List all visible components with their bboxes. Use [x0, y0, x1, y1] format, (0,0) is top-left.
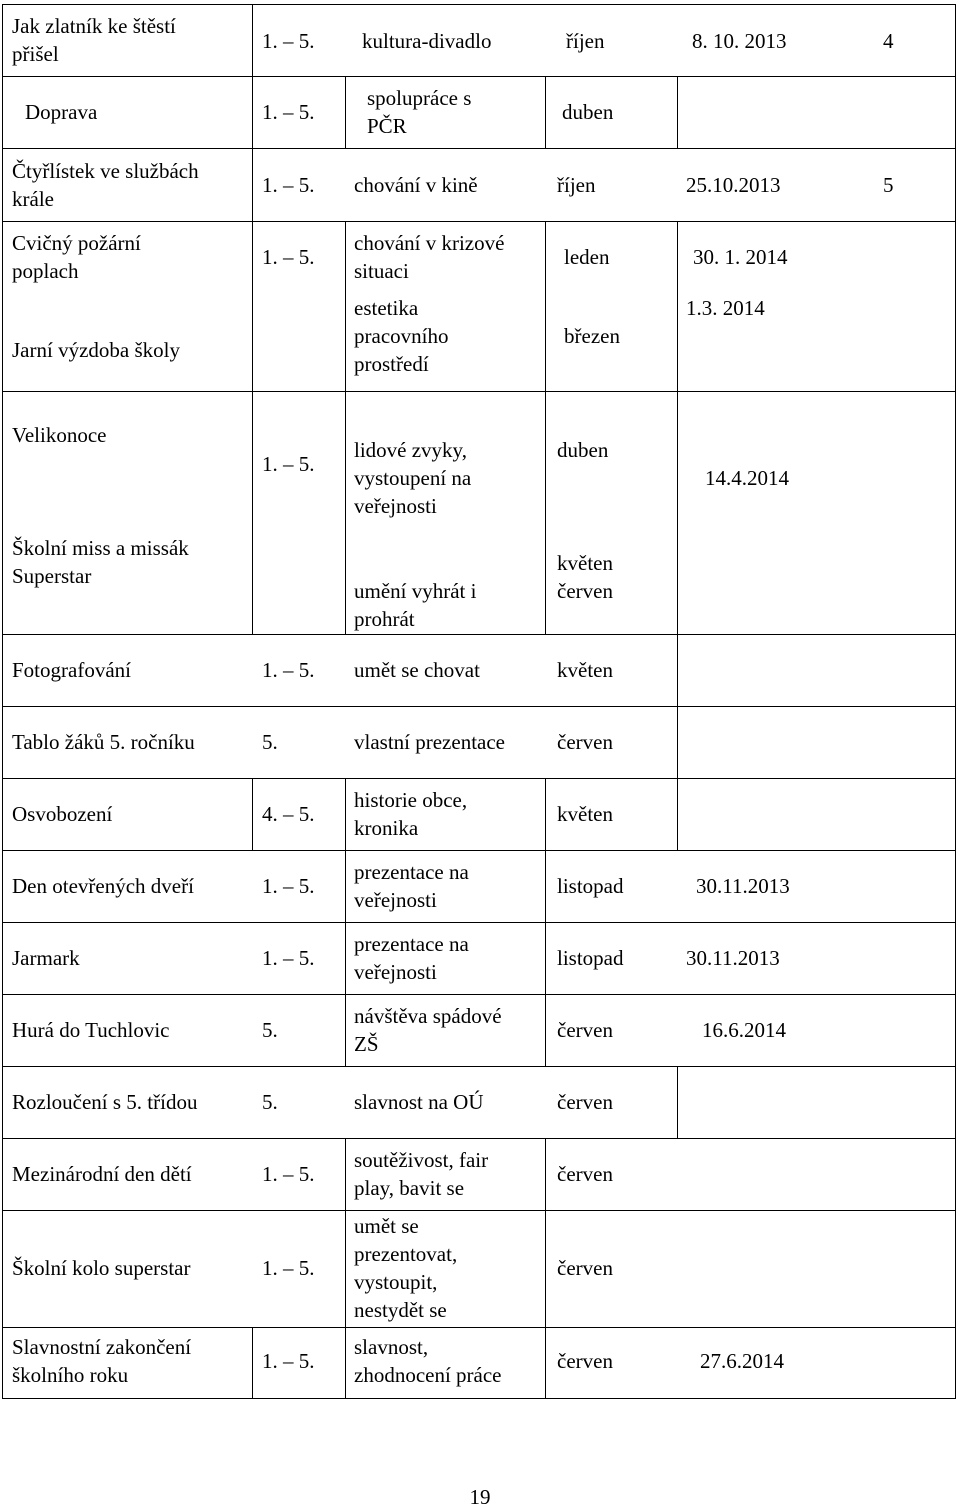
activity-name: Rozloučení s 5. třídou: [12, 1090, 198, 1114]
theme-line: nestydět se: [354, 1298, 447, 1322]
theme-line: prezentovat,: [354, 1242, 458, 1266]
activity-name: Mezinárodní den dětí: [12, 1162, 192, 1186]
theme-line: prohrát: [354, 607, 415, 631]
table-rule: [2, 1210, 955, 1211]
theme-line: umět se: [354, 1214, 419, 1238]
table-rule: [345, 778, 346, 850]
table-rule: [252, 4, 253, 76]
count-cell: 4: [883, 29, 894, 53]
theme-line: zhodnocení práce: [354, 1363, 502, 1387]
date-cell: 1.3. 2014: [686, 296, 765, 320]
table-rule: [545, 1138, 546, 1398]
grade-cell: 1. – 5.: [262, 452, 315, 476]
table-rule: [2, 76, 955, 77]
table-border-left: [2, 4, 3, 1399]
month-line: květen: [557, 551, 613, 575]
table-rule: [345, 1138, 346, 1398]
date-cell: 8. 10. 2013: [692, 29, 787, 53]
table-rule: [345, 76, 346, 148]
activity-name-line: Superstar: [12, 564, 92, 588]
theme-line: lidové zvyky,: [354, 438, 467, 462]
month-cell: červen: [557, 1349, 613, 1373]
theme-line: ZŠ: [354, 1032, 379, 1056]
theme-line: estetika: [354, 296, 419, 320]
theme-line: veřejnosti: [354, 494, 437, 518]
table-rule: [2, 994, 955, 995]
theme-line: play, bavit se: [354, 1176, 465, 1200]
table-rule: [677, 391, 678, 634]
grade-cell: 1. – 5.: [262, 1162, 315, 1186]
table-rule: [545, 778, 546, 850]
activity-name-line: Slavnostní zakončení: [12, 1335, 192, 1359]
theme-line: umění vyhrát i: [354, 579, 477, 603]
theme-cell: kultura-divadlo: [362, 29, 492, 53]
theme-line: chování v krizové: [354, 231, 505, 255]
date-cell: 16.6.2014: [702, 1018, 786, 1042]
activity-name-line: Jak zlatník ke štěstí: [12, 14, 176, 38]
table-rule: [2, 1327, 955, 1328]
activity-name-line: Školní miss a missák: [12, 536, 189, 560]
activity-name: Jarmark: [12, 946, 80, 970]
grade-cell: 1. – 5.: [262, 245, 315, 269]
theme-line: spolupráce s: [367, 86, 472, 110]
month-cell: červen: [557, 1162, 613, 1186]
table-rule: [545, 221, 546, 391]
table-rule: [345, 922, 346, 994]
month-cell: červen: [557, 1090, 613, 1114]
grade-cell: 1. – 5.: [262, 1256, 315, 1280]
table-rule: [2, 706, 955, 707]
table-rule: [2, 148, 955, 149]
activity-name-line: krále: [12, 187, 54, 211]
grade-cell: 1. – 5.: [262, 1349, 315, 1373]
table-rule: [2, 850, 955, 851]
table-rule: [252, 778, 253, 850]
theme-line: veřejnosti: [354, 960, 437, 984]
activity-name: Doprava: [25, 100, 98, 124]
month-cell: červen: [557, 1256, 613, 1280]
page-number: 19: [469, 1485, 491, 1509]
table-rule: [252, 221, 253, 391]
theme-line: PČR: [367, 114, 407, 138]
grade-cell: 5.: [262, 1090, 278, 1114]
activity-name: Fotografování: [12, 658, 131, 682]
table-rule: [677, 221, 678, 391]
table-rule: [2, 221, 955, 222]
table-rule: [677, 1066, 678, 1138]
activity-name-line: poplach: [12, 259, 79, 283]
activity-name-line: přišel: [12, 42, 59, 66]
grade-cell: 5.: [262, 1018, 278, 1042]
grade-cell: 5.: [262, 730, 278, 754]
grade-cell: 1. – 5.: [262, 946, 315, 970]
theme-line: prezentace na: [354, 860, 469, 884]
table-rule: [677, 634, 678, 706]
activity-name: Školní kolo superstar: [12, 1256, 191, 1280]
month-cell: leden: [564, 245, 610, 269]
table-rule: [252, 148, 253, 221]
table-rule: [2, 922, 955, 923]
month-cell: červen: [557, 730, 613, 754]
theme-line: vystoupit,: [354, 1270, 438, 1294]
activity-name-line: Cvičný požární: [12, 231, 141, 255]
table-rule: [252, 1327, 253, 1398]
table-rule: [545, 391, 546, 634]
table-rule: [252, 76, 253, 148]
theme-cell: vlastní prezentace: [354, 730, 505, 754]
table-rule: [345, 994, 346, 1066]
table-rule: [2, 391, 955, 392]
table-rule: [345, 850, 346, 922]
table-rule: [545, 76, 546, 148]
month-cell: květen: [557, 658, 613, 682]
grade-cell: 1. – 5.: [262, 100, 315, 124]
month-cell: listopad: [557, 874, 624, 898]
table-border-right: [955, 4, 956, 1399]
activity-name: Hurá do Tuchlovic: [12, 1018, 170, 1042]
month-cell: duben: [562, 100, 614, 124]
table-rule: [252, 391, 253, 634]
month-cell: březen: [564, 324, 620, 348]
month-cell: duben: [557, 438, 609, 462]
activity-name: Velikonoce: [12, 423, 107, 447]
date-cell: 30. 1. 2014: [693, 245, 788, 269]
month-cell: říjen: [566, 29, 605, 53]
date-cell: 30.11.2013: [686, 946, 780, 970]
grade-cell: 1. – 5.: [262, 29, 315, 53]
table-rule: [2, 1066, 955, 1067]
theme-line: návštěva spádové: [354, 1004, 502, 1028]
table-rule: [345, 221, 346, 391]
table-rule: [677, 76, 678, 148]
table-rule: [2, 1398, 955, 1399]
grade-cell: 1. – 5.: [262, 173, 315, 197]
activity-name: Osvobození: [12, 802, 113, 826]
table-rule: [2, 634, 955, 635]
table-rule: [677, 706, 678, 778]
grade-cell: 1. – 5.: [262, 874, 315, 898]
month-cell: květen: [557, 802, 613, 826]
theme-line: prostředí: [354, 352, 429, 376]
activity-name: Den otevřených dveří: [12, 874, 194, 898]
theme-line: historie obce,: [354, 788, 468, 812]
activity-name-line: Čtyřlístek ve službách: [12, 159, 199, 183]
month-cell: listopad: [557, 946, 624, 970]
date-cell: 14.4.2014: [705, 466, 789, 490]
table-rule: [2, 778, 955, 779]
activity-name-line: školního roku: [12, 1363, 129, 1387]
count-cell: 5: [883, 173, 894, 197]
table-rule: [677, 778, 678, 850]
theme-line: pracovního: [354, 324, 449, 348]
table-rule: [545, 922, 546, 994]
month-line: červen: [557, 579, 613, 603]
table-rule: [2, 1138, 955, 1139]
table-rule: [2, 4, 955, 5]
theme-line: slavnost,: [354, 1335, 429, 1359]
theme-line: kronika: [354, 816, 419, 840]
date-cell: 27.6.2014: [700, 1349, 784, 1373]
grade-cell: 4. – 5.: [262, 802, 315, 826]
theme-line: veřejnosti: [354, 888, 437, 912]
theme-line: soutěživost, fair: [354, 1148, 489, 1172]
table-rule: [545, 850, 546, 922]
date-cell: 25.10.2013: [686, 173, 781, 197]
theme-line: prezentace na: [354, 932, 469, 956]
table-rule: [545, 994, 546, 1066]
theme-line: vystoupení na: [354, 466, 472, 490]
theme-cell: chování v kině: [354, 173, 478, 197]
month-cell: říjen: [557, 173, 596, 197]
theme-cell: slavnost na OÚ: [354, 1090, 484, 1114]
activity-name: Jarní výzdoba školy: [12, 338, 180, 362]
date-cell: 30.11.2013: [696, 874, 790, 898]
grade-cell: 1. – 5.: [262, 658, 315, 682]
theme-cell: umět se chovat: [354, 658, 480, 682]
theme-line: situaci: [354, 259, 409, 283]
table-rule: [345, 391, 346, 634]
month-cell: červen: [557, 1018, 613, 1042]
activity-name: Tablo žáků 5. ročníku: [12, 730, 195, 754]
